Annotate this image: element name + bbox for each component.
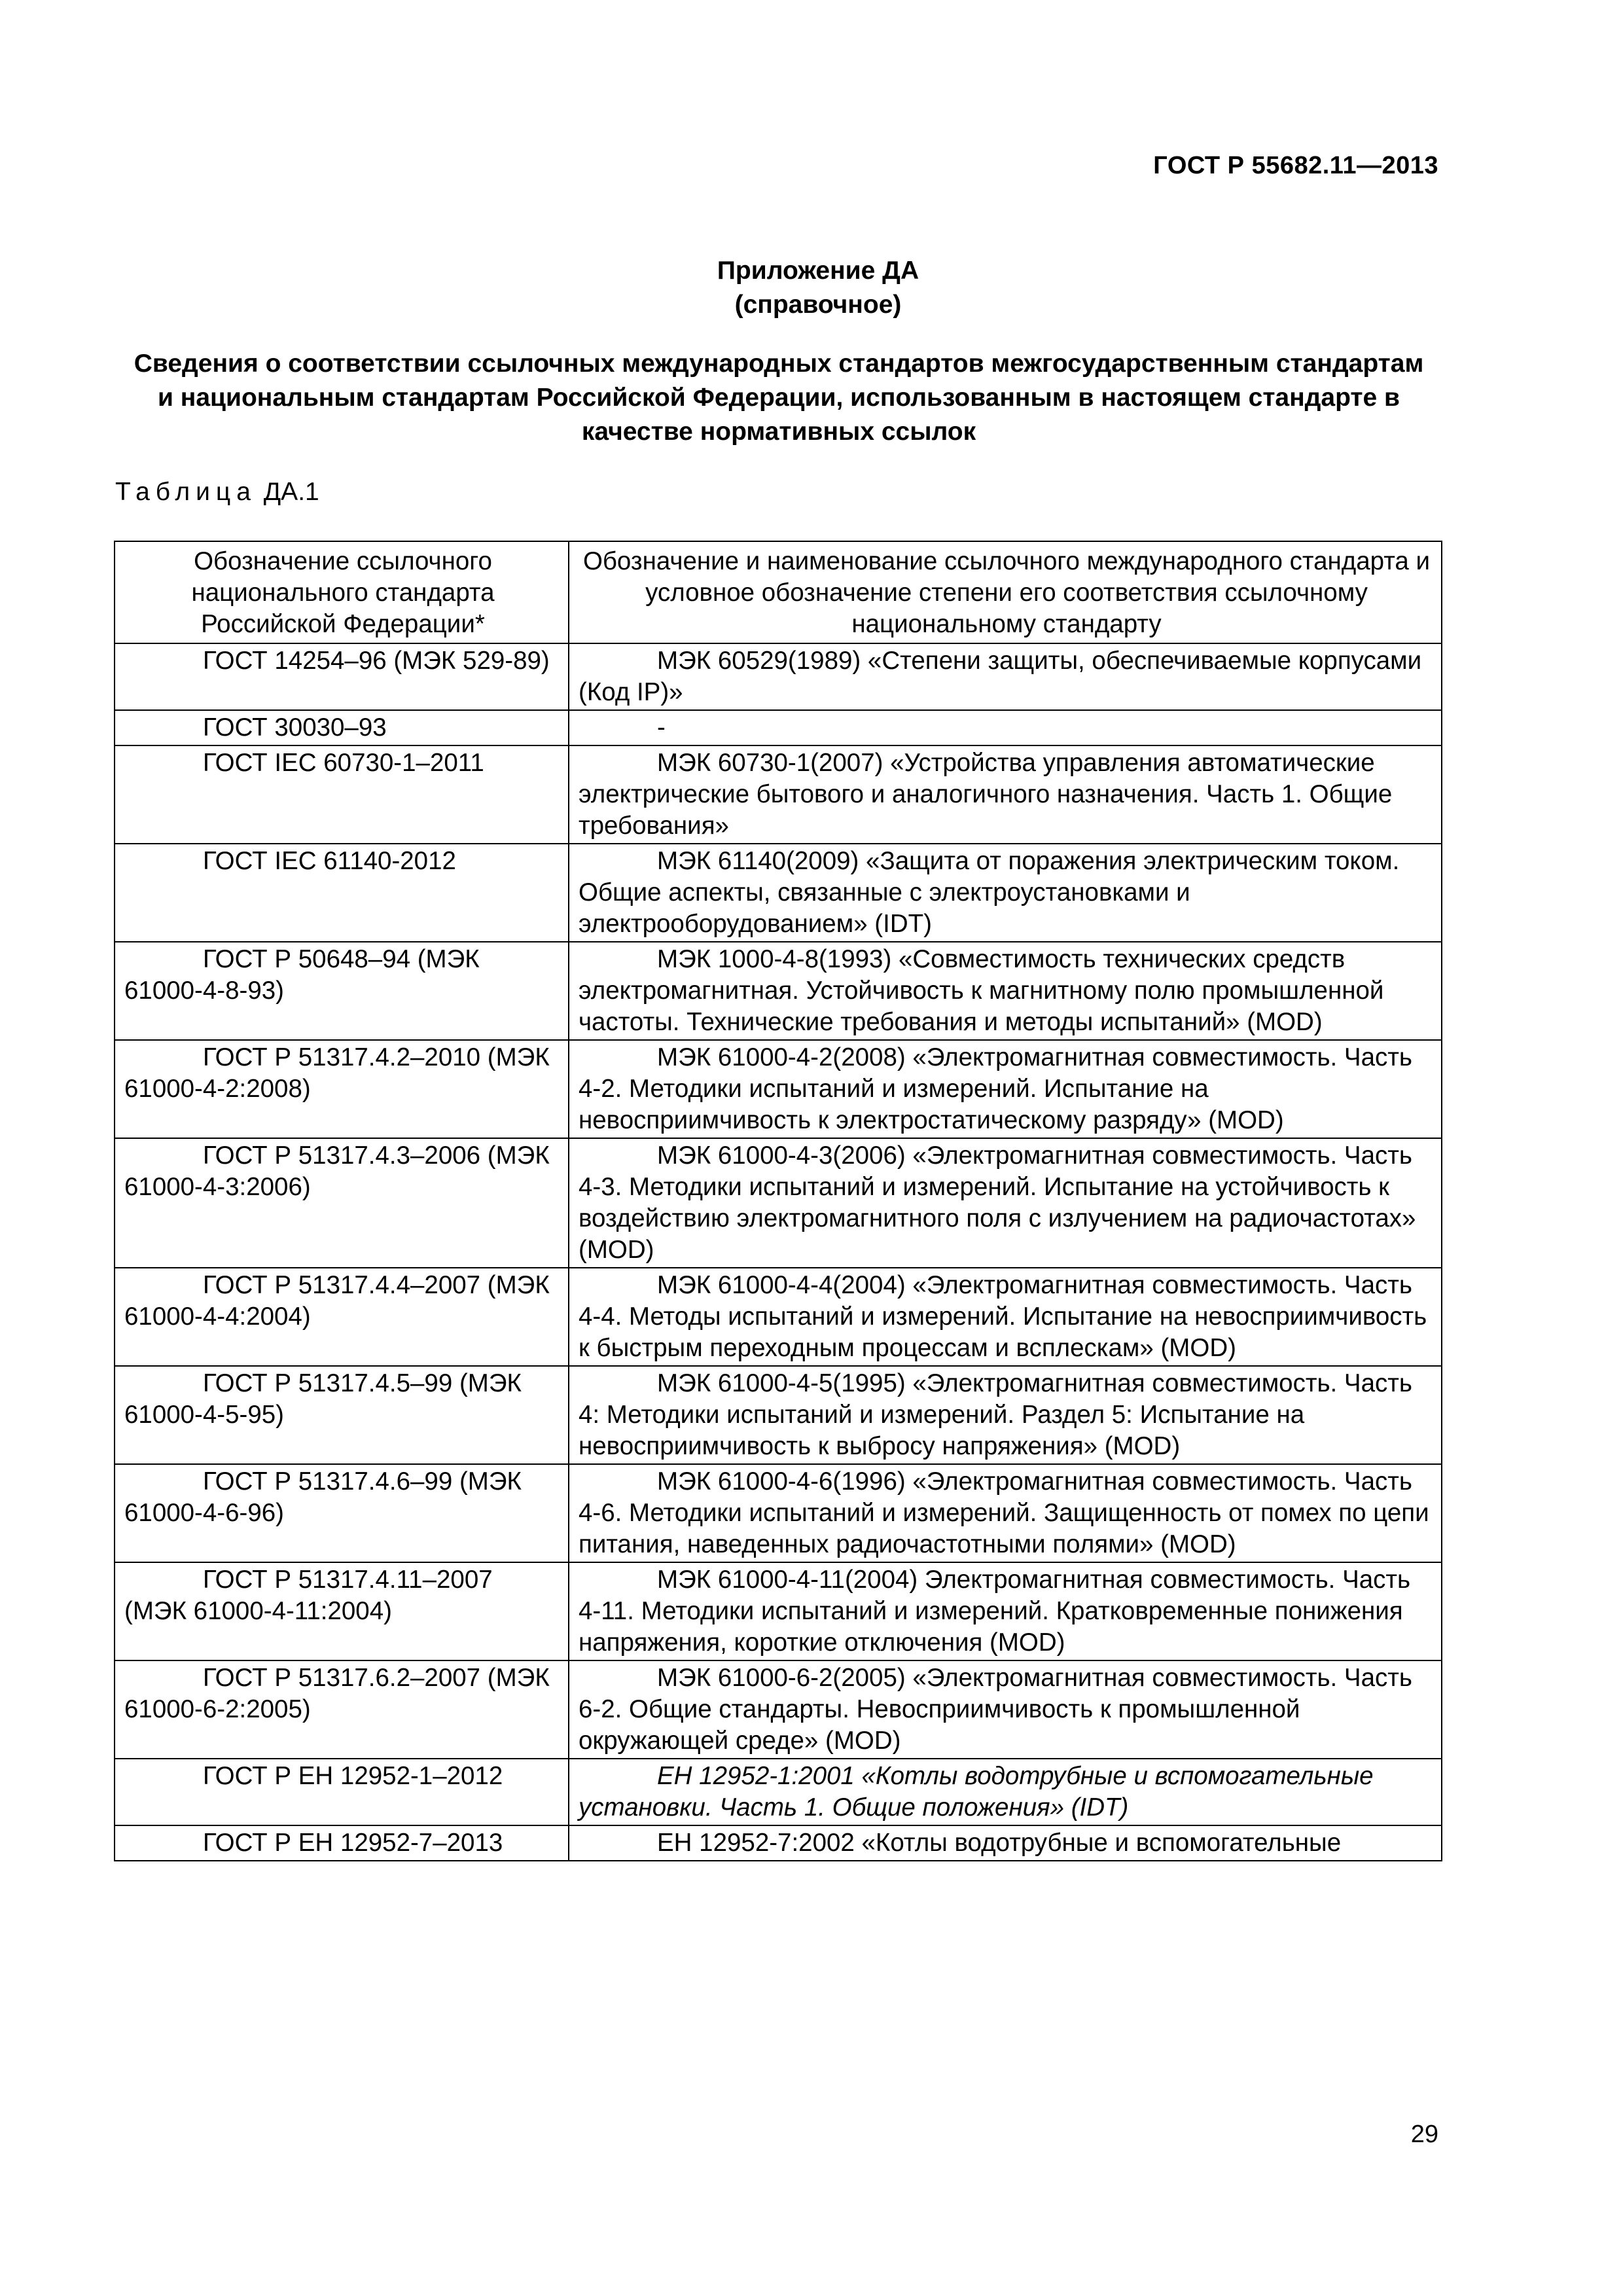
national-standard-cell: ГОСТ Р 51317.4.6–99 (МЭК 61000-4-6-96) [115,1464,569,1562]
national-standard-cell: ГОСТ Р 51317.4.5–99 (МЭК 61000-4-5-95) [115,1366,569,1464]
international-standard-cell: ЕН 12952-7:2002 «Котлы водотрубные и вспомогательные [569,1825,1442,1861]
national-standard-cell: ГОСТ 14254–96 (МЭК 529-89) [115,643,569,710]
international-standard-cell: МЭК 61000-6-2(2005) «Электромагнитная совместимость. Часть 6-2. Общие стандарты. Невосприимчивость к промышленной окружающей среде» (MOD) [569,1660,1442,1759]
international-standard-cell: МЭК 61000-4-5(1995) «Электромагнитная совместимость. Часть 4: Методики испытаний и измерений. Раздел 5: Испытание на невосприимчивость к выбросу напряжения» (MOD) [569,1366,1442,1464]
table-row [115,710,1442,745]
national-standard-cell: ГОСТ Р ЕН 12952-1–2012 [115,1759,569,1825]
table-label-word: Таблица [115,478,257,506]
international-standard-cell: МЭК 61000-4-2(2008) «Электромагнитная совместимость. Часть 4-2. Методики испытаний и измерений. Испытание на невосприимчивость к электростатическому разряду» (MOD) [569,1040,1442,1138]
table-row [115,1366,1442,1464]
document-code: ГОСТ Р 55682.11—2013 [1153,152,1438,179]
reference-table [114,541,1442,1861]
table-row [115,1268,1442,1366]
national-standard-cell: ГОСТ Р ЕН 12952-7–2013 [115,1825,569,1861]
column-header-international: Обозначение и наименование ссылочного международного стандарта и условное обозначение степени его соответствия ссылочному национальному стандарту [569,541,1442,643]
national-standard-cell: ГОСТ Р 51317.4.11–2007 (МЭК 61000-4-11:2004) [115,1562,569,1660]
national-standard-cell: ГОСТ IEC 61140-2012 [115,844,569,942]
national-standard-cell: ГОСТ Р 51317.4.2–2010 (МЭК 61000-4-2:2008) [115,1040,569,1138]
table-row [115,1464,1442,1562]
international-standard-cell: МЭК 61000-4-4(2004) «Электромагнитная совместимость. Часть 4-4. Методы испытаний и измерений. Испытание на невосприимчивость к быстрым переходным процессам и всплескам» (MOD) [569,1268,1442,1366]
table-row [115,1138,1442,1268]
international-standard-cell: МЭК 60730-1(2007) «Устройства управления автоматические электрические бытового и аналогичного назначения. Часть 1. Общие требования» [569,745,1442,844]
table-row [115,1562,1442,1660]
table-row [115,942,1442,1040]
international-standard-cell: МЭК 61000-4-6(1996) «Электромагнитная совместимость. Часть 4-6. Методики испытаний и измерений. Защищенность от помех по цепи питания, наведенных радиочастотными полями» (MOD) [569,1464,1442,1562]
national-standard-cell: ГОСТ IEC 60730-1–2011 [115,745,569,844]
table-row [115,1825,1442,1861]
appendix-title: Приложение ДА [717,257,919,285]
table-label [115,478,319,507]
national-standard-cell: ГОСТ Р 51317.4.4–2007 (МЭК 61000-4-4:2004) [115,1268,569,1366]
international-standard-cell: ЕН 12952-1:2001 «Котлы водотрубные и вспомогательные установки. Часть 1. Общие положения» (IDT) [569,1759,1442,1825]
table-row [115,643,1442,710]
page-number: 29 [1410,2121,1438,2148]
international-standard-cell: - [569,710,1442,745]
international-standard-cell: МЭК 61000-4-11(2004) Электромагнитная совместимость. Часть 4-11. Методики испытаний и измерений. Кратковременные понижения напряжения, короткие отключения (MOD) [569,1562,1442,1660]
national-standard-cell: ГОСТ Р 51317.4.3–2006 (МЭК 61000-4-3:2006) [115,1138,569,1268]
national-standard-cell: ГОСТ Р 50648–94 (МЭК 61000-4-8-93) [115,942,569,1040]
appendix-heading [0,254,1623,322]
table-header-row [115,541,1442,643]
international-standard-cell: МЭК 61140(2009) «Защита от поражения электрическим током. Общие аспекты, связанные с электроустановками и электрооборудованием» (IDT) [569,844,1442,942]
table-row [115,1660,1442,1759]
appendix-subtitle: (справочное) [734,291,902,319]
column-header-national: Обозначение ссылочного национального стандарта Российской Федерации* [115,541,569,643]
table-row [115,844,1442,942]
table-row [115,745,1442,844]
table-row [115,1040,1442,1138]
table-label-id: ДА.1 [263,478,319,506]
international-standard-cell: МЭК 60529(1989) «Степени защиты, обеспечиваемые корпусами (Код IP)» [569,643,1442,710]
international-standard-cell: МЭК 61000-4-3(2006) «Электромагнитная совместимость. Часть 4-3. Методики испытаний и измерений. Испытание на устойчивость к воздействию электромагнитного поля с излучением на радиочастотах» (MOD) [569,1138,1442,1268]
national-standard-cell: ГОСТ Р 51317.6.2–2007 (МЭК 61000-6-2:2005) [115,1660,569,1759]
table-row [115,1759,1442,1825]
national-standard-cell: ГОСТ 30030–93 [115,710,569,745]
section-heading: Сведения о соответствии ссылочных международных стандартов межгосударственным стандартам и национальным стандартам Российской Федерации, использованным в настоящем стандарте в качестве нормативных ссылок [134,350,1424,446]
international-standard-cell: МЭК 1000-4-8(1993) «Совместимость технических средств электромагнитная. Устойчивость к магнитному полю промышленной частоты. Технические требования и методы испытаний» (MOD) [569,942,1442,1040]
